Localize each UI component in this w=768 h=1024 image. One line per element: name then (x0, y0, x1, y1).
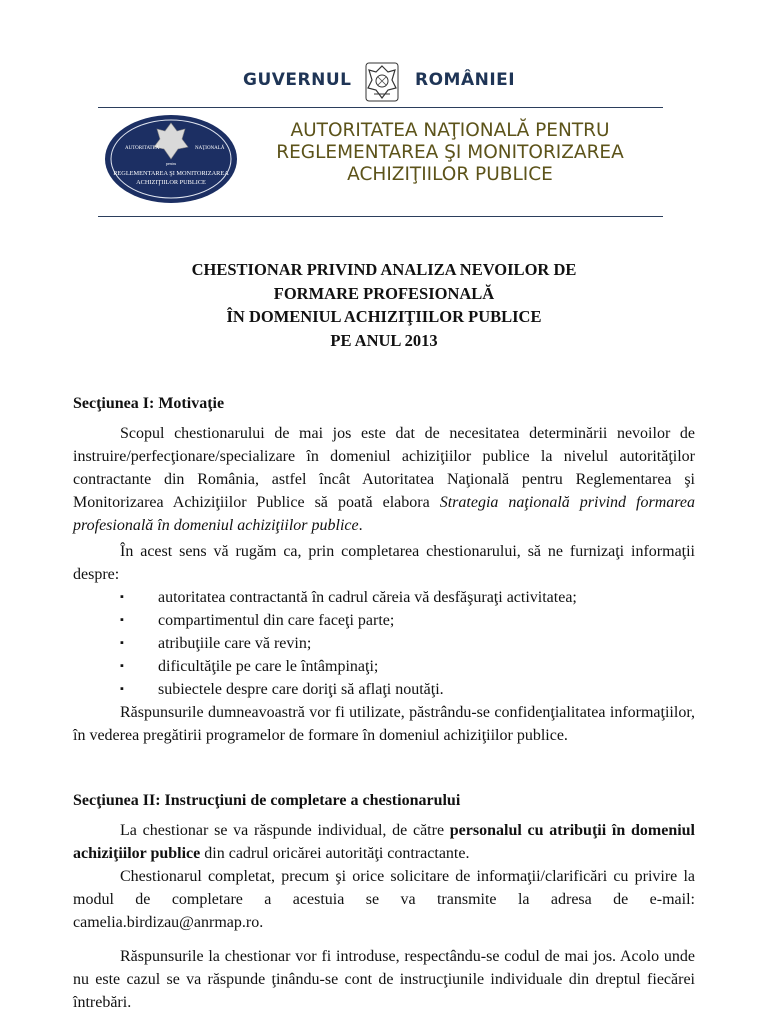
section-2-p1-bold: personalul cu atribuţii în domeniul achiziţiilor publice (73, 822, 695, 862)
section-1-p3-text: Răspunsurile dumneavoastră vor fi utilizate, păstrându-se confidenţialitatea informaţiilor, în vederea pregătirii programelor de formare în domeniul achiziţiilor publice. (73, 704, 695, 744)
seal-text-right: NAŢIONALĂ (195, 146, 225, 151)
section-1-bullet-list (73, 586, 693, 701)
section-2-paragraph-3 (73, 945, 695, 1014)
section-1-heading: Secţiunea I: Motivaţie (73, 395, 225, 412)
section-2-p1-b: din cadrul oricărei autorităţi contractante. (200, 845, 470, 862)
section-2-p1-a: La chestionar se va răspunde individual, de către (120, 822, 450, 839)
list-item (73, 655, 693, 678)
seal-text-line2: ACHIZIŢIILOR PUBLICE (136, 179, 206, 186)
list-item (73, 632, 693, 655)
agency-line-2: REGLEMENTAREA ŞI MONITORIZAREA (276, 142, 624, 163)
bullet-icon: ▪ (120, 660, 124, 672)
section-2-p2-text: Chestionarul completat, precum şi orice solicitare de informaţii/clarificări cu privire la modul de completare a acestuia se va transmite la adresa de e-mail: camelia.birdizau@anrmap.ro. (73, 868, 695, 931)
agency-seal-logo (103, 113, 241, 205)
coat-of-arms-icon (362, 60, 402, 104)
list-item-text: compartimentul din care faceţi parte; (158, 612, 395, 629)
list-item-text: autoritatea contractantă în cadrul căreia vă desfăşuraţi activitatea; (158, 589, 577, 606)
header-divider-top (98, 107, 663, 108)
section-2-heading: Secţiunea II: Instrucţiuni de completare a chestionarului (73, 792, 461, 809)
section-1-p1-italic: Strategia naţională privind formarea profesională în domeniul achiziţiilor publice (73, 494, 696, 534)
agency-line-1: AUTORITATEA NAŢIONALĂ PENTRU (290, 120, 610, 141)
section-1-paragraph-3 (73, 701, 695, 747)
list-item (73, 678, 693, 701)
title-line-1: CHESTIONAR PRIVIND ANALIZA NEVOILOR DE (191, 260, 577, 279)
title-line-3: ÎN DOMENIUL ACHIZIŢIILOR PUBLICE (226, 307, 542, 326)
list-item-text: subiectele despre care doriţi să aflaţi noutăţi. (158, 681, 444, 698)
section-2-p3-text: Răspunsurile la chestionar vor fi introduse, respectându-se codul de mai jos. Acolo unde nu este cazul se va răspunde ţinându-se cont de instrucţiunile individuale din dreptul fiecărei întrebări. (73, 948, 695, 1011)
seal-text-small: pentru (165, 161, 177, 166)
section-1-p1-end: . (358, 517, 363, 534)
list-item (73, 586, 693, 609)
bullet-icon: ▪ (120, 637, 124, 649)
section-1-p1-text: Scopul chestionarului de mai jos este dat de necesitatea determinării nevoilor de instruire/perfecţionare/specializare în domeniul achiziţiilor publice la nivelul autorităţilor contractante din România, astfel încât Autoritatea Naţională pentru Reglementarea şi Monitorizarea Achiziţiilor Publice să poată elabora (73, 425, 695, 511)
section-1-paragraph-1 (73, 422, 695, 537)
section-2-paragraph-2 (73, 865, 695, 934)
seal-text-line1: REGLEMENTAREA ŞI MONITORIZAREA (113, 170, 229, 177)
document-title (0, 258, 768, 352)
government-header (0, 60, 768, 100)
title-line-2: FORMARE PROFESIONALĂ (273, 283, 495, 303)
government-label: GUVERNUL (243, 70, 352, 90)
section-1-paragraph-2 (73, 540, 695, 586)
bullet-icon: ▪ (120, 683, 124, 695)
section-1-p2-text: În acest sens vă rugăm ca, prin completarea chestionarului, să ne furnizaţi informaţii despre: (73, 543, 695, 583)
list-item (73, 609, 693, 632)
agency-name (236, 120, 664, 186)
list-item-text: dificultăţile pe care le întâmpinaţi; (158, 658, 379, 675)
bullet-icon: ▪ (120, 614, 124, 626)
bullet-icon: ▪ (120, 591, 124, 603)
list-item-text: atribuţiile care vă revin; (158, 635, 312, 652)
title-line-4: PE ANUL 2013 (330, 330, 438, 350)
country-label: ROMÂNIEI (415, 70, 516, 90)
seal-text-left: AUTORITATEA (125, 146, 160, 151)
section-2-paragraph-1 (73, 819, 695, 865)
agency-line-3: ACHIZIŢIILOR PUBLICE (347, 164, 553, 185)
header-divider-bottom (98, 216, 663, 217)
